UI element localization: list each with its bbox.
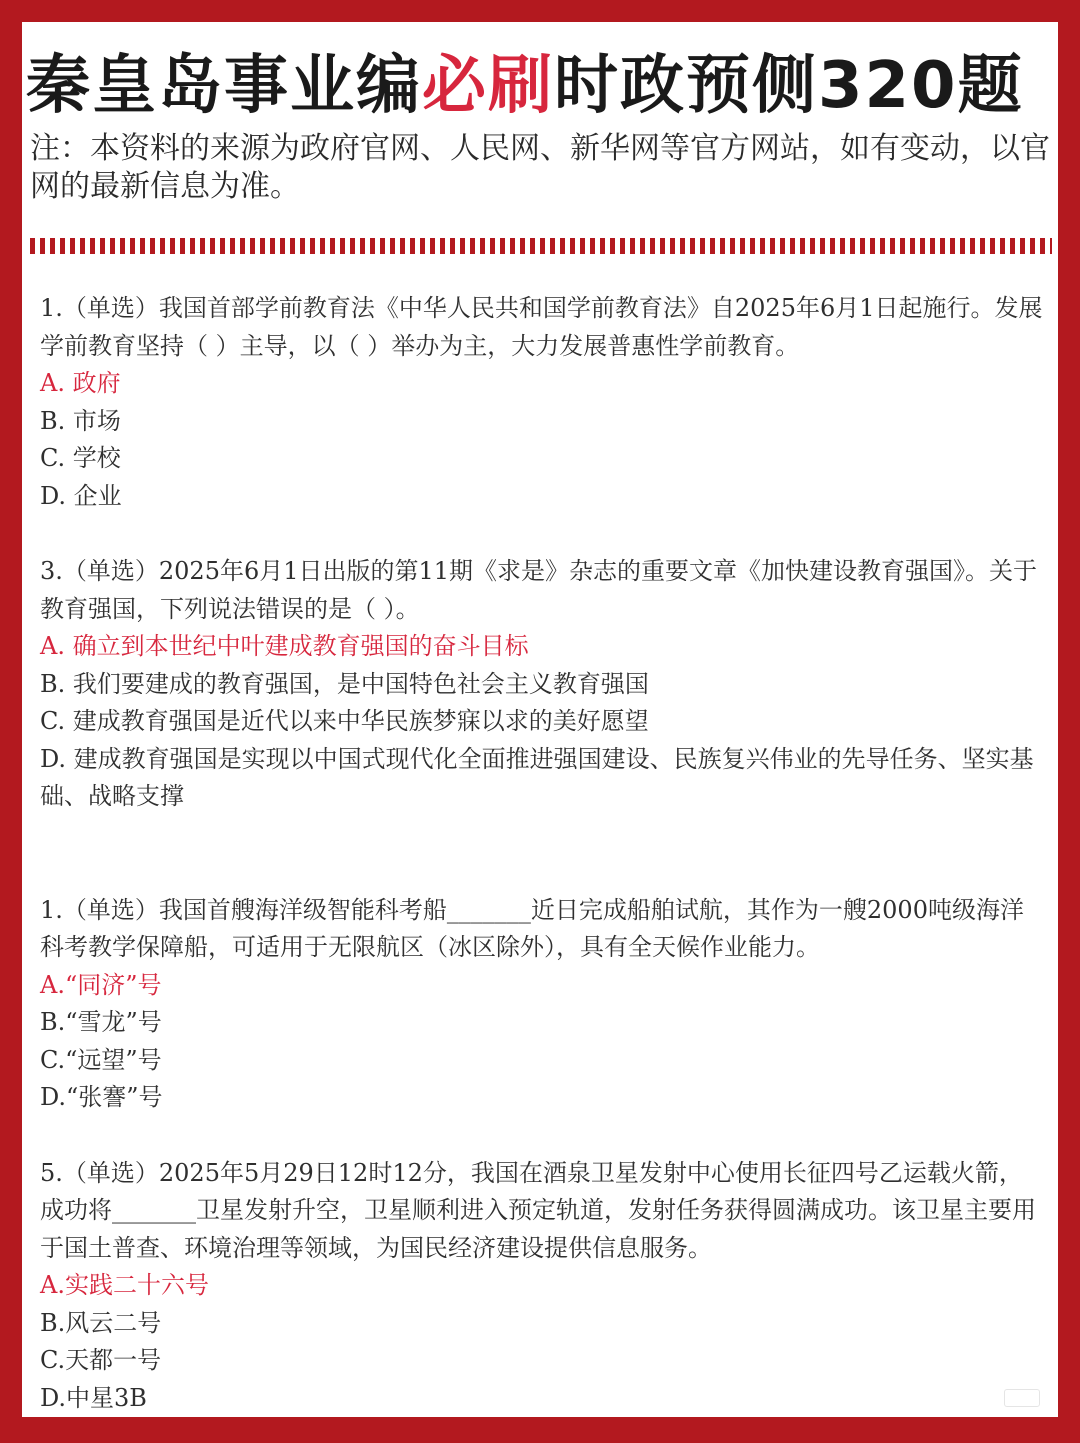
option: C.“远望”号	[40, 1045, 162, 1074]
question-stem: 3.（单选）2025年6月1日出版的第11期《求是》杂志的重要文章《加快建设教育强国》。关于教育强国，下列说法错误的是（ ）。	[40, 557, 1038, 623]
question-list	[40, 290, 1045, 1417]
option: D.“张謇”号	[40, 1083, 163, 1111]
watermark-icon	[1004, 1389, 1040, 1407]
question-stem: 1.（单选）我国首部学前教育法《中华人民共和国学前教育法》自2025年6月1日起施行。发展学前教育坚持（ ）主导，以（ ）举办为主，大力发展普惠性学前教育。	[40, 294, 1043, 360]
question-item	[40, 1155, 1045, 1418]
question-item	[40, 892, 1045, 1117]
option: C.天都一号	[40, 1346, 162, 1374]
title-highlight: 必刷	[422, 49, 554, 123]
question-item	[40, 553, 1045, 816]
option: B. 我们要建成的教育强国，是中国特色社会主义教育强国	[40, 669, 649, 698]
dashed-divider	[30, 238, 1052, 254]
option-correct: A. 政府	[40, 369, 121, 397]
question-stem: 1.（单选）我国首艘海洋级智能科考船_______近日完成船舶试航，其作为一艘2000吨级海洋科考教学保障船，可适用于无限航区（冰区除外），具有全天候作业能力。	[40, 895, 1024, 961]
page-title	[26, 44, 1066, 128]
option: B. 市场	[40, 406, 121, 435]
question-item	[40, 290, 1045, 515]
source-note: 注：本资料的来源为政府官网、人民网、新华网等官方网站，如有变动，以官网的最新信息为准。	[30, 131, 1050, 204]
question-stem: 5.（单选）2025年5月29日12时12分，我国在酒泉卫星发射中心使用长征四号乙运载火箭，成功将_______卫星发射升空，卫星顺利进入预定轨道，发射任务获得圆满成功。该卫星主要用于国土普查、环境治理等领域，为国民经济建设提供信息服务。	[40, 1158, 1036, 1262]
title-part2: 时政预侧320题	[554, 49, 1024, 123]
option: D. 企业	[40, 481, 122, 510]
option: B.“雪龙”号	[40, 1008, 162, 1036]
title-part1: 秦皇岛事业编	[26, 49, 422, 123]
option: B.风云二号	[40, 1308, 162, 1337]
option-correct: A. 确立到本世纪中叶建成教育强国的奋斗目标	[40, 632, 529, 660]
option: C. 学校	[40, 444, 121, 472]
option-correct: A.“同济”号	[40, 970, 162, 999]
option-correct: A.实践二十六号	[40, 1271, 209, 1299]
option: D.中星3B	[40, 1383, 147, 1412]
option: C. 建成教育强国是近代以来中华民族梦寐以求的美好愿望	[40, 707, 649, 735]
option: D. 建成教育强国是实现以中国式现代化全面推进强国建设、民族复兴伟业的先导任务、坚实基础、战略支撑	[40, 744, 1034, 810]
